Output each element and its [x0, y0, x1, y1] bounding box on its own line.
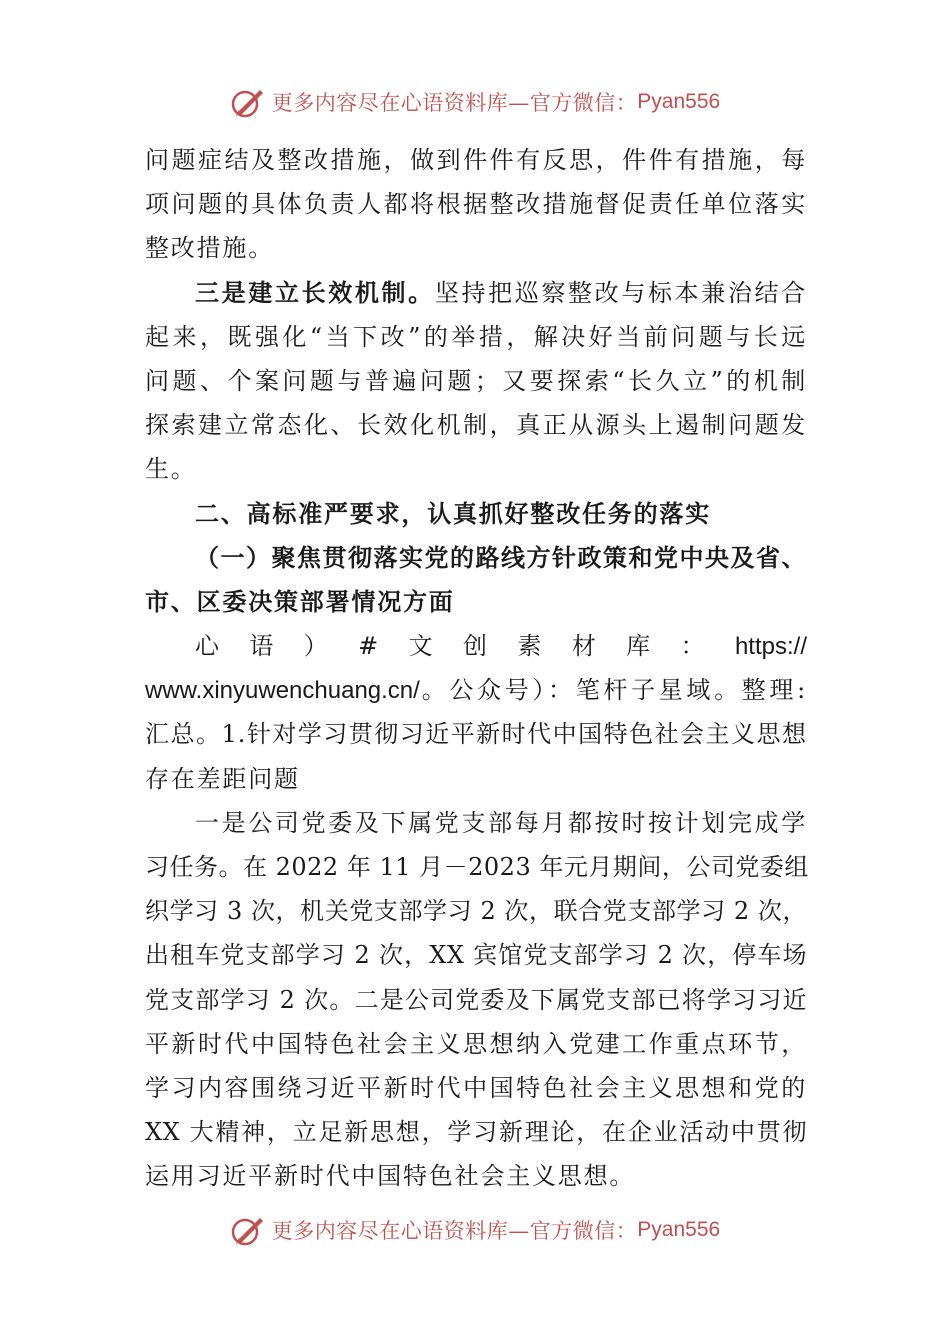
header-watermark: [0, 80, 950, 124]
section-heading: 二、高标准严要求，认真抓好整改任务的落实: [195, 498, 711, 528]
watermark-text: 更多内容尽在心语资料库—官方微信：: [271, 1219, 638, 1243]
watermark-wechat-id: Pyan556: [637, 90, 721, 113]
watermark-wechat-id: Pyan556: [637, 1218, 721, 1241]
pen-logo-icon: [230, 1212, 266, 1248]
pen-logo-icon: [230, 84, 266, 120]
source-url: www.xinyuwenchuang.cn/: [145, 677, 420, 705]
body-line: 出租车党支部学习 2 次，XX 宾馆党支部学习 2 次，停车场: [145, 941, 807, 970]
body-line: [145, 271, 807, 315]
body-line: 存在差距问题: [145, 764, 300, 793]
body-line: 运用习近平新时代中国特色社会主义思想。: [145, 1162, 636, 1191]
body-line: 项问题的具体负责人都将根据整改措施督促责任单位落实: [145, 190, 807, 219]
subsection-heading: 市、区委决策部署情况方面: [145, 586, 455, 616]
body-line: 习任务。在 2022 年 11 月－2023 年元月期间，公司党委组: [145, 853, 809, 881]
body-line: 整改措施。: [145, 234, 274, 263]
body-line: 问题症结及整改措施，做到件件有反思，件件有措施，每: [145, 146, 807, 174]
body-line: 问题、个案问题与普遍问题；又要探索“长久立”的机制: [145, 366, 807, 395]
body-line: 一是公司党委及下属党支部每月都按时按计划完成学: [195, 808, 807, 837]
body-line: 党支部学习 2 次。二是公司党委及下属党支部已将学习习近: [145, 985, 807, 1014]
body-line: [145, 624, 807, 668]
emphasis-lead: 三是建立长效机制。: [195, 277, 435, 307]
watermark-text: 更多内容尽在心语资料库—官方微信：: [271, 91, 638, 115]
body-text: 坚持把巡察整改与标本兼治结合: [434, 278, 807, 307]
document-body: [145, 138, 807, 1199]
source-label: 心语）#文创素材库：: [195, 632, 735, 661]
body-line: 织学习 3 次，机关党支部学习 2 次，联合党支部学习 2 次，: [145, 897, 807, 926]
subsection-heading: （一）聚焦贯彻落实党的路线方针政策和党中央及省、: [195, 542, 807, 572]
body-line: 平新时代中国特色社会主义思想纳入党建工作重点环节，: [145, 1029, 807, 1058]
body-line: 生。: [145, 455, 197, 484]
footer-watermark: [0, 1208, 950, 1252]
body-line: 汇总。1.针对学习贯彻习近平新时代中国特色社会主义思想: [145, 720, 807, 749]
body-text: 。公众号）：笔杆子星域。整理:: [419, 676, 807, 705]
body-line: XX 大精神，立足新思想，学习新理论，在企业活动中贯彻: [145, 1118, 807, 1147]
source-url: https://: [734, 633, 807, 661]
body-line: 起来，既强化“当下改”的举措，解决好当前问题与长远: [145, 322, 807, 351]
body-line: 学习内容围绕习近平新时代中国特色社会主义思想和党的: [145, 1073, 807, 1102]
body-line: 探索建立常态化、长效化机制，真正从源头上遏制问题发: [145, 411, 807, 440]
body-line: [145, 668, 807, 712]
